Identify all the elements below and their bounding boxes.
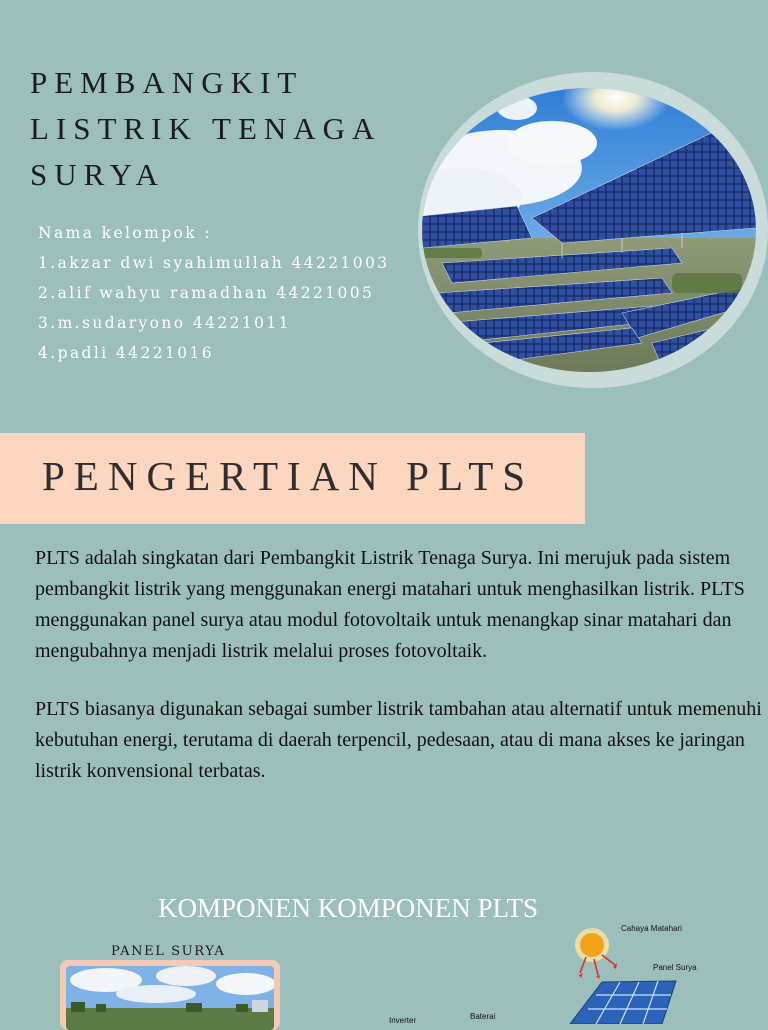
group-heading: Nama kelompok : xyxy=(38,224,213,242)
member-item: 3.m.sudaryono 44221011 xyxy=(38,314,291,332)
panel-surya-label: PANEL SURYA xyxy=(111,944,226,959)
title-line-3: SURYA xyxy=(30,157,165,192)
member-item: 2.alif wahyu ramadhan 44221005 xyxy=(38,284,375,302)
group-members xyxy=(38,218,408,368)
paragraph-usage: PLTS biasanya digunakan sebagai sumber listrik tambahan atau alternatif untuk memenuhi kebutuhan energi, terutama di daerah terpencil, pedesaan, atau di mana akses ke jaringan listrik konvensional terbatas. xyxy=(35,698,762,782)
plts-component-diagram xyxy=(380,915,768,1024)
label-inverter: Inverter xyxy=(389,1016,417,1024)
title-line-1: PEMBANGKIT xyxy=(30,65,304,100)
section-title-pengertian: PENGERTIAN PLTS xyxy=(42,453,535,499)
panel-surya-photo xyxy=(66,966,274,1030)
section-title-komponen: KOMPONEN KOMPONEN PLTS xyxy=(158,893,539,923)
member-item: 4.padli 44221016 xyxy=(38,344,215,362)
title-line-2: LISTRIK TENAGA xyxy=(30,111,382,146)
paragraph-definition: PLTS adalah singkatan dari Pembangkit Listrik Tenaga Surya. Ini merujuk pada sistem pembangkit listrik yang menggunakan energi matahari untuk menghasilkan listrik. PLTS menggunakan panel surya atau modul fotovoltaik untuk menangkap sinar matahari dan mengubahnya menjadi listrik melalui proses fotovoltaik. xyxy=(35,547,745,662)
page-title xyxy=(30,60,430,198)
label-battery: Baterai xyxy=(470,1012,496,1021)
solar-panel-icon xyxy=(570,981,676,1024)
label-sun: Cahaya Matahari xyxy=(621,924,682,933)
label-panel: Panel Surya xyxy=(653,963,697,972)
solar-farm-photo xyxy=(422,88,756,372)
member-item: 1.akzar dwi syahimullah 44221003 xyxy=(38,254,390,272)
sun-icon xyxy=(580,933,604,957)
